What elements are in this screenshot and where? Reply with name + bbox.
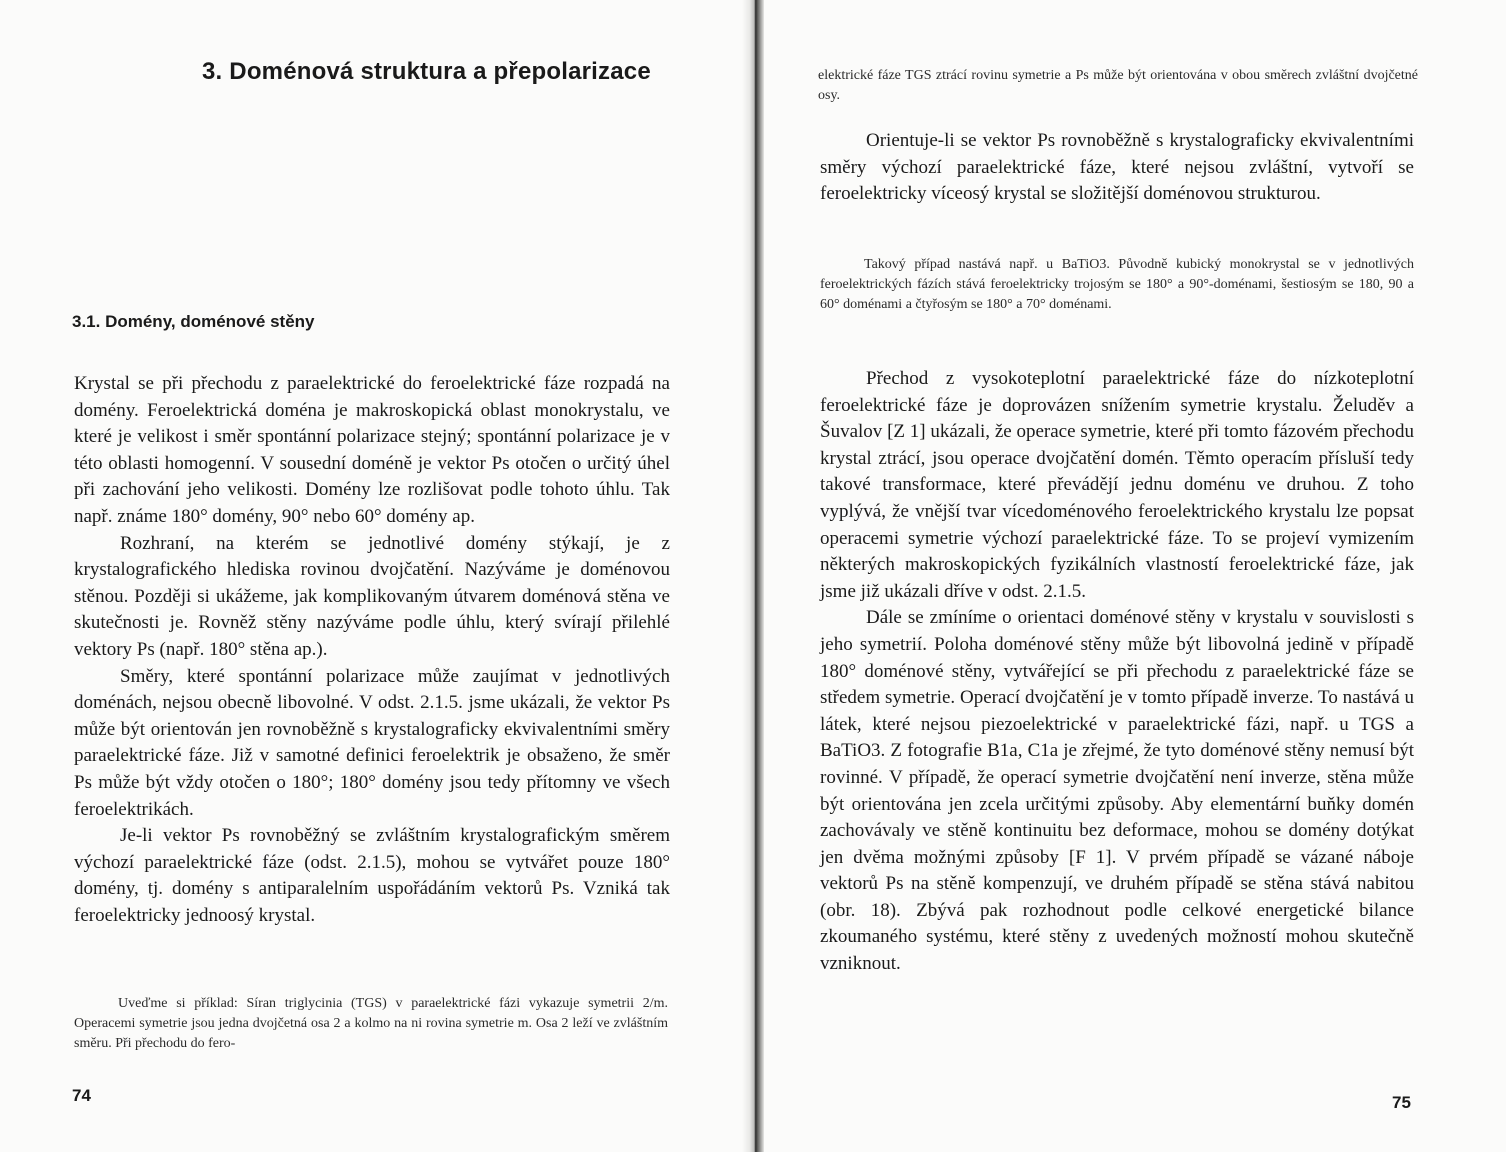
left-paragraph-2: Rozhraní, na kterém se jednotlivé domény stýkají, je z krystalografického hlediska rovinou dvojčatění. Nazýváme je doménovou stěnou. Později si ukážeme, jak komplikovaným útvarem doménová stěna ve skutečnosti je. Rovněž stěny nazýváme podle úhlu, který svírají přilehlé vektory Ps (např. 180° stěna ap.).	[74, 532, 670, 660]
right-paragraph-3: Dále se zmíníme o orientaci doménové stěny v krystalu v souvislosti s jeho symetrií. Poloha doménové stěny může být libovolná jedině v případě 180° doménové stěny, vytvářející se při přechodu z paraelektrické fáze se středem symetrie. Operací dvojčatění je v tomto případě inverze. To nastává u látek, které nejsou piezoelektrické v paraelektrické fázi, např. u TGS a BaTiO3. Z fotografie B1a, C1a je zřejmé, že tyto doménové stěny nemusí být rovinné. V případě, že operací symetrie dvojčatění není inverze, stěna může být orientována jen zcela určitými způsoby. Aby elementární buňky domén zachovávaly ve stěně kontinuitu bez deformace, mohou se domény dotýkat jen dvěma možnými způsoby [F 1]. V prvém případě se vázané náboje vektorů Ps na stěně kompenzují, ve druhém případě se stěna stává nabitou (obr. 18). Zbývá pak rozhodnout podle celkové energetické bilance zkoumaného systému, které stěny z uvedených možností mohou skutečně vzniknout.	[820, 607, 1414, 975]
right-small-top-text: elektrické fáze TGS ztrácí rovinu symetrie a Ps může být orientována v obou směrech zvláštní dvojčetné osy.	[818, 68, 1418, 103]
page-number-right: 75	[1392, 1093, 1411, 1112]
right-body-text	[820, 366, 1414, 978]
left-page	[0, 0, 742, 1152]
right-paragraph-1-block	[820, 128, 1414, 208]
chapter-title: 3. Doménová struktura a přepolarizace	[202, 58, 651, 85]
left-small-paragraph: Uveďme si příklad: Síran triglycinia (TGS) v paraelektrické fázi vykazuje symetrii 2/m. Operacemi symetrie jsou jedna dvojčetná osa 2 a kolmo na ni rovina symetrie m. Osa 2 leží ve zvláštním směru. Při přechodu do fero-	[74, 996, 668, 1051]
left-small-text	[74, 994, 668, 1054]
left-body-text	[74, 371, 670, 929]
section-title: 3.1. Domény, doménové stěny	[72, 312, 315, 331]
book-gutter	[742, 0, 764, 1152]
right-small-2	[820, 255, 1414, 315]
right-paragraph-2: Přechod z vysokoteplotní paraelektrické fáze do nízkoteplotní feroelektrické fáze je doprovázen snížením symetrie krystalu. Želuděv a Šuvalov [Z 1] ukázali, že operace symetrie, které při tomto fázovém přechodu krystal ztrácí, jsou operace dvojčatění domén. Těmto operacím přísluší tedy takové transformace, které převádějí jednu doménu ve druhou. Z toho vyplývá, že vnější tvar vícedoménového feroelektrického krystalu lze popsat operacemi symetrie výchozí paraelektrické fáze. To se projeví vymizením některých makroskopických fyzikálních vlastností feroelektrické fáze, jak jsme již ukázali dříve v odst. 2.1.5.	[820, 368, 1414, 602]
left-paragraph-4: Je-li vektor Ps rovnoběžný se zvláštním krystalografickým směrem výchozí paraelektrické fáze (odst. 2.1.5), mohou se vytvářet pouze 180° domény, tj. domény s antiparalelním uspořádáním vektorů Ps. Vzniká tak feroelektricky jednoosý krystal.	[74, 825, 670, 926]
right-small-top	[818, 66, 1418, 106]
left-paragraph-3: Směry, které spontánní polarizace může zaujímat v jednotlivých doménách, nejsou obecně libovolné. V odst. 2.1.5. jsme ukázali, že vektor Ps může být orientován jen rovnoběžně s krystalograficky ekvivalentními směry paraelektrické fáze. Již v samotné definici feroelektrik je obsaženo, že směr Ps může být vždy otočen o 180°; 180° domény jsou tedy přítomny ve všech feroelektrikách.	[74, 665, 670, 820]
right-paragraph-1: Orientuje-li se vektor Ps rovnoběžně s krystalograficky ekvivalentními směry výchozí paraelektrické fáze, které nejsou zvláštní, vytvoří se feroelektricky víceosý krystal se složitější doménovou strukturou.	[820, 130, 1414, 205]
page-number-left: 74	[72, 1086, 91, 1105]
left-paragraph-1: Krystal se při přechodu z paraelektrické do feroelektrické fáze rozpadá na domény. Feroelektrická doména je makroskopická oblast monokrystalu, ve které je velikost i směr spontánní polarizace stejný; spontánní polarizace je v této oblasti homogenní. V sousední doméně je vektor Ps otočen o určitý úhel při zachování jeho velikosti. Domény lze rozlišovat podle tohoto úhlu. Tak např. známe 180° domény, 90° nebo 60° domény ap.	[74, 373, 670, 527]
right-small-2-text: Takový případ nastává např. u BaTiO3. Původně kubický monokrystal se v jednotlivých feroelektrických fázích stává feroelektricky trojosým se 180° a 90°-doménami, šestiosým se 180, 90 a 60° doménami a čtyřosým se 180° a 70° doménami.	[820, 257, 1414, 312]
